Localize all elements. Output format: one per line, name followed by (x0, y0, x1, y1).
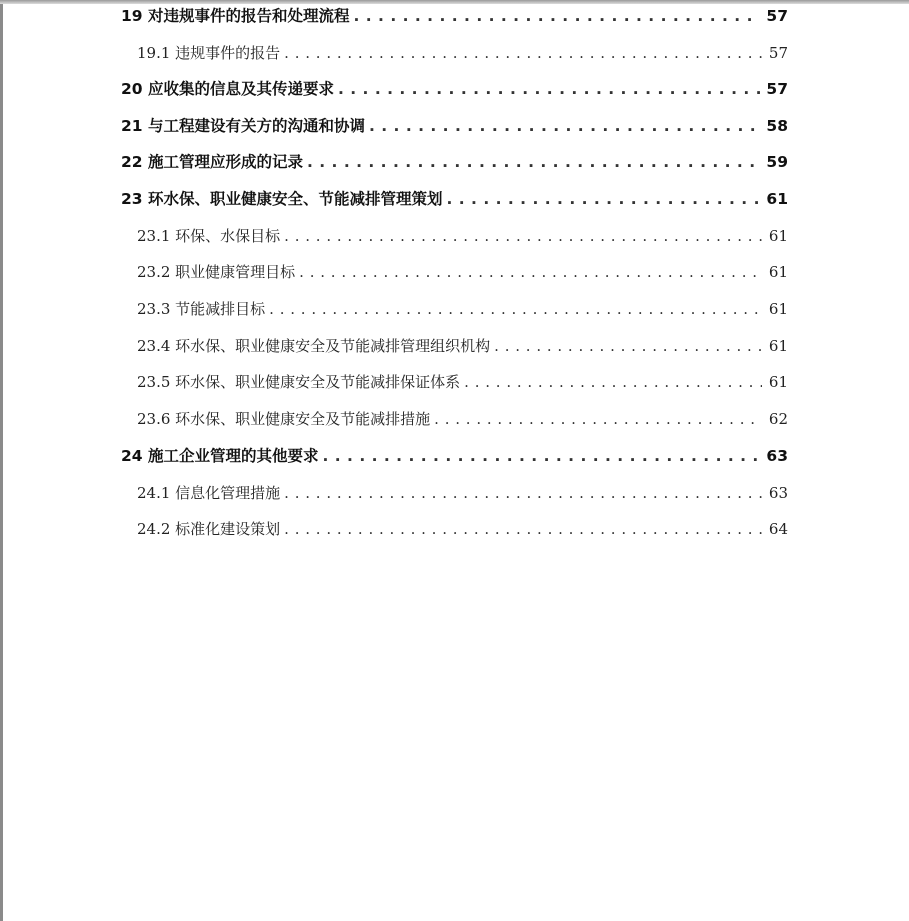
toc-entry-title: 20 应收集的信息及其传递要求 (121, 80, 334, 98)
toc-entry-24-2[interactable] (137, 517, 788, 541)
toc-entry-23-1[interactable] (137, 224, 788, 248)
toc-entry-page: 61 (766, 190, 788, 208)
toc-dot-leader (269, 297, 762, 321)
toc-entry-page: 61 (768, 227, 788, 245)
toc-entry-title: 22 施工管理应形成的记录 (121, 153, 303, 171)
toc-entry-title: 24 施工企业管理的其他要求 (121, 447, 319, 465)
toc-entry-title: 19 对违规事件的报告和处理流程 (121, 7, 350, 25)
toc-entry-23-2[interactable] (137, 260, 788, 284)
toc-dot-leader (434, 407, 762, 431)
toc-entry-title: 23.4 环水保、职业健康安全及节能减排管理组织机构 (137, 337, 491, 355)
toc-entry-24-1[interactable] (137, 481, 788, 505)
toc-entry-page: 59 (766, 153, 788, 171)
toc-entry-23-6[interactable] (137, 407, 788, 431)
toc-entry-21[interactable] (121, 114, 788, 138)
toc-dot-leader (464, 370, 762, 394)
toc-entry-page: 57 (768, 44, 788, 62)
toc-entry-page: 61 (768, 300, 788, 318)
toc-dot-leader (353, 4, 760, 28)
toc-dot-leader (338, 77, 760, 101)
toc-entry-page: 63 (766, 447, 788, 465)
toc-dot-leader (322, 444, 760, 468)
toc-entry-title: 19.1 违规事件的报告 (137, 44, 281, 62)
toc-entry-page: 61 (768, 373, 788, 391)
toc-entry-title: 24.2 标准化建设策划 (137, 520, 281, 538)
toc-entry-23-4[interactable] (137, 334, 788, 358)
toc-entry-title: 21 与工程建设有关方的沟通和协调 (121, 117, 365, 135)
toc-entry-title: 23.1 环保、水保目标 (137, 227, 281, 245)
toc-dot-leader (494, 334, 762, 358)
toc-entry-page: 61 (768, 337, 788, 355)
toc-entry-title: 23 环水保、职业健康安全、节能减排管理策划 (121, 190, 443, 208)
toc-entry-page: 58 (766, 117, 788, 135)
toc-entry-19-1[interactable] (137, 41, 788, 65)
toc-entry-page: 63 (768, 484, 788, 502)
toc-dot-leader (299, 260, 762, 284)
toc-entry-22[interactable] (121, 150, 788, 174)
toc-entry-title: 23.3 节能减排目标 (137, 300, 266, 318)
toc-entry-23-5[interactable] (137, 370, 788, 394)
toc-entry-title: 23.6 环水保、职业健康安全及节能减排措施 (137, 410, 431, 428)
toc-entry-page: 62 (768, 410, 788, 428)
toc-entry-page: 57 (766, 80, 788, 98)
toc-entry-title: 23.2 职业健康管理目标 (137, 263, 296, 281)
toc-entry-title: 23.5 环水保、职业健康安全及节能减排保证体系 (137, 373, 461, 391)
toc-dot-leader (284, 481, 762, 505)
toc-entry-23-3[interactable] (137, 297, 788, 321)
toc-entry-page: 64 (768, 520, 788, 538)
toc-dot-leader (369, 114, 760, 138)
toc-entry-23[interactable] (121, 187, 788, 211)
toc-entry-title: 24.1 信息化管理措施 (137, 484, 281, 502)
toc-entry-page: 61 (768, 263, 788, 281)
toc-dot-leader (446, 187, 760, 211)
toc-dot-leader (284, 41, 762, 65)
toc-dot-leader (284, 224, 762, 248)
toc-entry-page: 57 (766, 7, 788, 25)
toc-entry-19[interactable] (121, 4, 788, 28)
toc-entry-24[interactable] (121, 444, 788, 468)
toc-dot-leader (284, 517, 762, 541)
toc-dot-leader (307, 150, 760, 174)
toc-entry-20[interactable] (121, 77, 788, 101)
